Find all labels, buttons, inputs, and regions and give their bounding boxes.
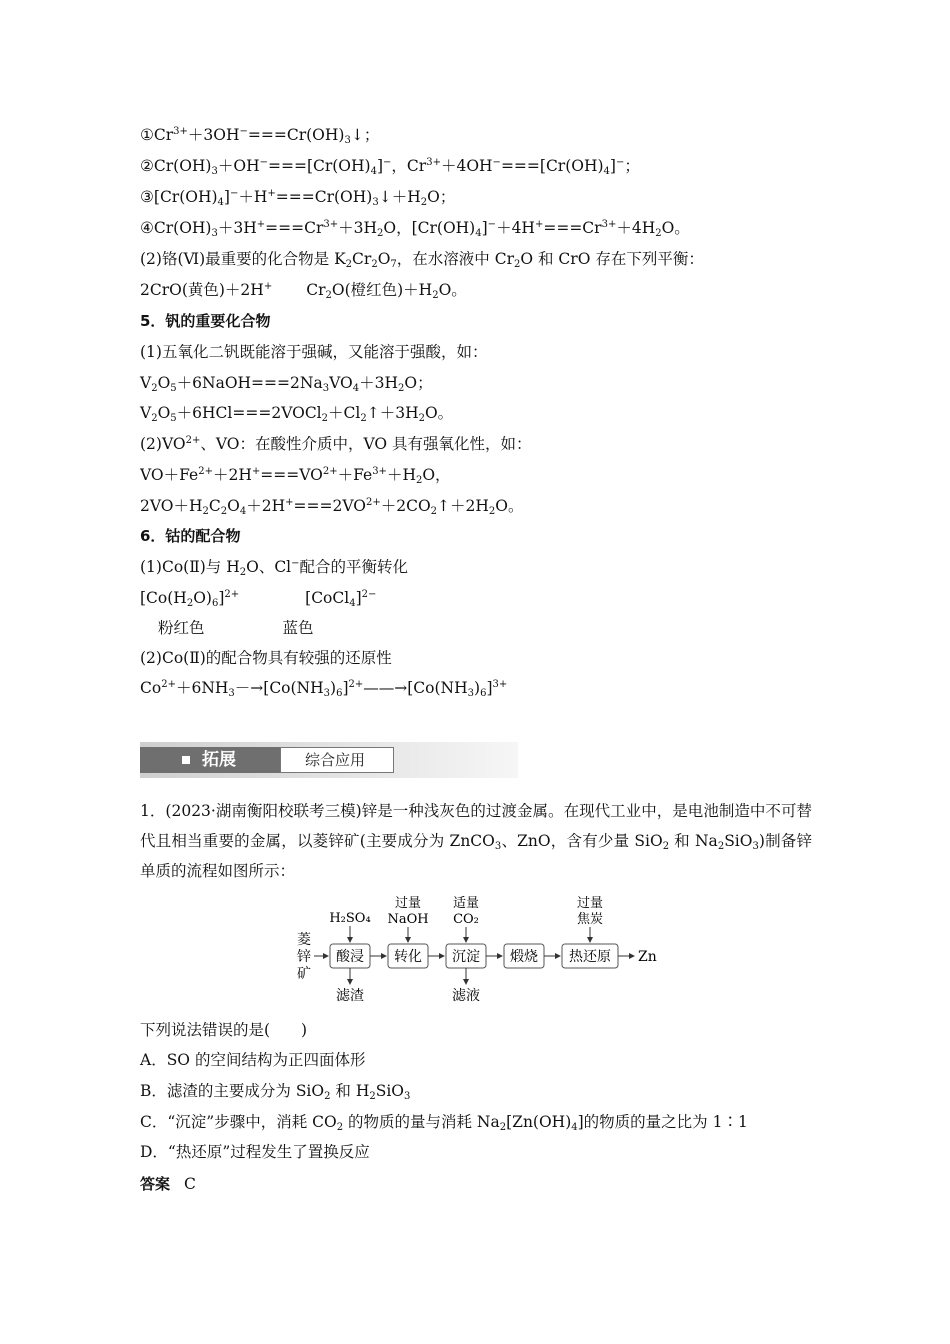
option-c: C．“沉淀”步骤中，消耗 $CO_2$ 的物质的量与消耗 $Na_2[Zn(OH)_4]$的物质的量之比为 1∶1	[140, 1113, 748, 1133]
question-prompt: 下列说法错误的是( )	[140, 1021, 308, 1039]
section-heading-cobalt: 6．钴的配合物	[140, 527, 241, 545]
process-flow-diagram	[280, 890, 680, 1010]
section-banner	[140, 742, 518, 778]
cobalt-reducing-intro: (2)Co(Ⅱ)的配合物具有较强的还原性	[140, 649, 392, 667]
answer-line	[140, 1174, 196, 1194]
reagent-co2: CO₂	[453, 912, 479, 927]
output-filtrate: 滤液	[452, 988, 480, 1004]
cobalt-complex-formulas: $[Co(H_2O)_6]^{2+}$ [CoCl$_4$]$^{2-}$	[140, 589, 377, 609]
step-conversion: 转化	[394, 949, 422, 965]
reagent-coke: 焦炭	[576, 912, 604, 927]
option-a: A．SO 的空间结构为正四面体形	[140, 1051, 366, 1069]
cobalt-complex-colors: 粉红色 蓝色	[158, 619, 314, 637]
product-zn: Zn	[638, 949, 657, 965]
raw-material-char-2: 锌	[297, 949, 311, 965]
step-thermal-reduction: 热还原	[569, 949, 611, 965]
equation-v-1: $V_2O_5+6NaOH===2Na_3VO_4+3H_2O$；	[140, 374, 433, 394]
cobalt-equilibrium-intro: (1)Co(Ⅱ)与 $H_2O$、Cl−配合的平衡转化	[140, 558, 409, 578]
vanadium-intro: (1)五氧化二钒既能溶于强碱，又能溶于强酸，如：	[140, 343, 488, 361]
reagent-co2-qty: 适量	[452, 896, 480, 911]
step-precipitation: 沉淀	[452, 949, 480, 965]
step-acid-leach: 酸浸	[336, 949, 364, 965]
step-calcination: 煅烧	[510, 949, 538, 965]
raw-material-char-3: 矿	[297, 966, 311, 982]
equation-cr-2: $②Cr(OH)_3+OH^-===[Cr(OH)_4]^-$，$Cr^{3+}+4OH^-===[Cr(OH)_4]^-$；	[140, 157, 640, 177]
equation-v-2: $V_2O_5+6HCl===2VOCl_2+Cl_2↑+3H_2O$。	[140, 404, 454, 424]
vo-intro: $(2)VO^{2+}$、VO：在酸性介质中，VO 具有强氧化性，如：	[140, 435, 532, 453]
section-heading-vanadium: 5．钒的重要化合物	[140, 312, 271, 330]
reagent-h2so4: H₂SO₄	[329, 911, 371, 926]
question-stem-paragraph: 1．(2023·湖南衡阳校联考三模)锌是一种浅灰色的过渡金属。在现代工业中，是电池制造中不可替代且相当重要的金属，以菱锌矿(主要成分为 ZnCO$_3$、ZnO，含有少量 SiO$_2$ 和 $Na_2SiO_3$)制备锌单质的流程如图所示：	[140, 802, 812, 880]
square-bullet-icon	[182, 756, 190, 764]
chromium-vi-intro: (2)铬(Ⅵ)最重要的化合物是 $K_2Cr_2O_7$，在水溶液中 $Cr_2O$ 和 CrO 存在下列平衡：	[140, 250, 704, 270]
equation-cr-1: $①Cr^{3+}+3OH^-===Cr(OH)_3↓$；	[140, 126, 380, 146]
chromate-equilibrium: 2CrO(黄色)＋2H+ $Cr_2O$(橙红色)$+H_2O$。	[140, 281, 467, 301]
option-d: D．“热还原”过程发生了置换反应	[140, 1143, 370, 1161]
answer-label: 答案	[140, 1175, 171, 1193]
equation-vo-2: $2VO+H_2C_2O_4+2H^+===2VO^{2+}+2CO_2↑+2H_2O$。	[140, 497, 524, 517]
reagent-naoh: NaOH	[387, 912, 429, 927]
banner-left-label: 拓展	[202, 750, 236, 770]
raw-material-char-1: 菱	[297, 932, 311, 948]
answer-value: C	[184, 1175, 196, 1193]
equation-cr-3: $③[Cr(OH)_4]^-+H^+===Cr(OH)_3↓+H_2O$；	[140, 188, 456, 208]
option-b: B．滤渣的主要成分为 SiO$_2$ 和 $H_2SiO_3$	[140, 1082, 411, 1102]
equation-vo-1: $VO+Fe^{2+}+2H^+===VO^{2+}+Fe^{3+}+H_2O$，	[140, 466, 451, 486]
banner-right-label: 综合应用	[305, 751, 366, 769]
reagent-naoh-qty: 过量	[394, 896, 422, 911]
output-residue: 滤渣	[336, 988, 364, 1004]
reagent-coke-qty: 过量	[576, 896, 604, 911]
equation-co: $Co^{2+}+6NH_3-\to[Co(NH_3)_6]^{2+}——\to[Co(NH_3)_6]^{3+}$	[140, 679, 508, 699]
equation-cr-4: $④Cr(OH)_3+3H^+===Cr^{3+}+3H_2O$，$[Cr(OH)_4]^-+4H^+===Cr^{3+}+4H_2O$。	[140, 219, 690, 239]
